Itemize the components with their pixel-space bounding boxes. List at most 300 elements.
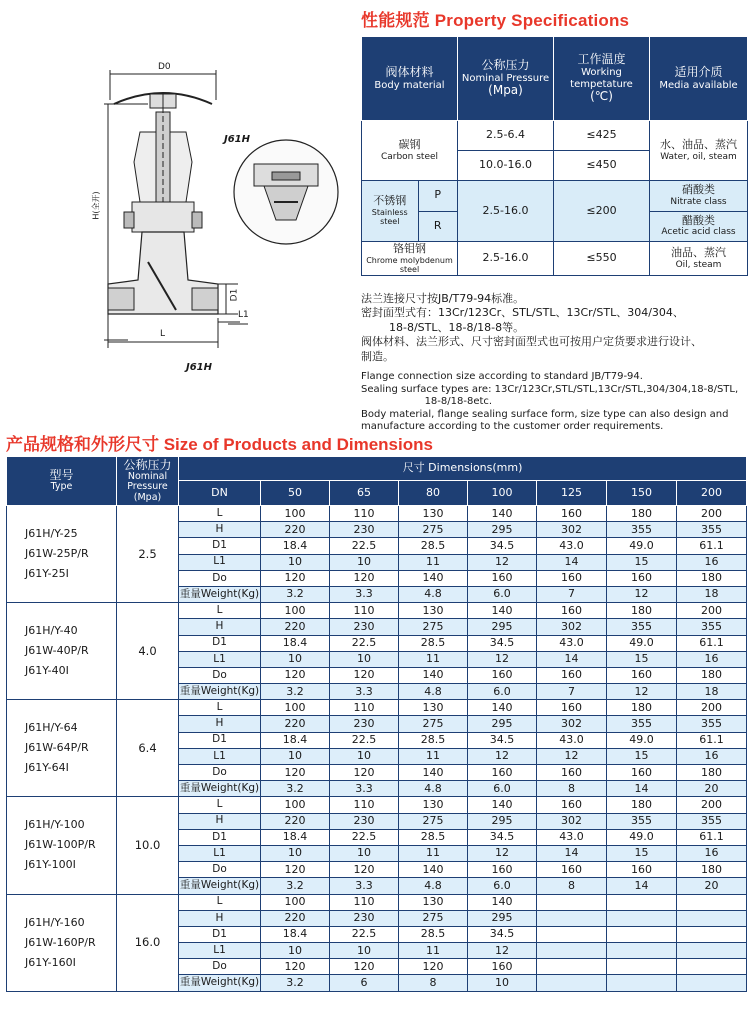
dn-value: 150 — [607, 481, 677, 506]
param-label: H — [179, 716, 261, 732]
dimension-value: 120 — [330, 959, 399, 975]
dimension-value — [677, 943, 747, 959]
dimension-value: 160 — [468, 570, 537, 586]
dimension-value: 11 — [399, 651, 468, 667]
table-row — [7, 894, 747, 910]
valve-drawing — [88, 52, 358, 392]
dimension-value: 18 — [677, 586, 747, 602]
chrome-temp: ≤550 — [554, 242, 650, 276]
note-cn-1: 法兰连接尺寸按JB/T79-94标准。 — [361, 292, 525, 305]
dimension-value: 200 — [677, 506, 747, 522]
dimension-value: 14 — [537, 845, 607, 861]
dimension-value: 160 — [468, 765, 537, 781]
type-cell — [7, 603, 117, 700]
dimension-value: 15 — [607, 845, 677, 861]
dimension-value: 12 — [468, 943, 537, 959]
type-code: J61H/Y-25 — [25, 527, 78, 541]
dimension-value: 3.3 — [330, 878, 399, 894]
dimension-value: 160 — [537, 862, 607, 878]
dimension-value: 355 — [677, 716, 747, 732]
dimension-value: 220 — [261, 716, 330, 732]
dimension-value: 220 — [261, 910, 330, 926]
dimension-value: 61.1 — [677, 635, 747, 651]
dimension-value: 140 — [468, 506, 537, 522]
dimension-title: 产品规格和外形尺寸 Size of Products and Dimensions — [6, 435, 433, 454]
dimension-value — [677, 910, 747, 926]
dimension-value: 120 — [399, 959, 468, 975]
dn-value: 125 — [537, 481, 607, 506]
dimension-value: 7 — [537, 586, 607, 602]
param-label: D1 — [179, 926, 261, 942]
dimension-value: 200 — [677, 603, 747, 619]
dimension-value: 12 — [468, 554, 537, 570]
dimension-value: 160 — [607, 765, 677, 781]
note-en-4: Body material, flange sealing surface form, size type can also design and — [361, 408, 729, 420]
param-label: Do — [179, 765, 261, 781]
table-row — [7, 506, 747, 522]
dimension-value: 28.5 — [399, 538, 468, 554]
dimension-value — [677, 959, 747, 975]
table-row — [7, 797, 747, 813]
dimension-value: 3.3 — [330, 684, 399, 700]
dimension-value: 10 — [261, 943, 330, 959]
type-code: J61W-25P/R — [25, 547, 89, 561]
dimension-value: 18.4 — [261, 732, 330, 748]
dimension-value: 4.8 — [399, 586, 468, 602]
carbon-temp-1: ≤425 — [554, 121, 650, 151]
dimension-table — [6, 456, 747, 992]
dimension-value: 20 — [677, 878, 747, 894]
dimension-value: 160 — [537, 603, 607, 619]
pressure-header: 公称压力 Nominal Pressure (Mpa) — [117, 457, 179, 506]
dimension-value: 4.8 — [399, 781, 468, 797]
dimension-value — [677, 975, 747, 991]
dimension-value: 355 — [607, 813, 677, 829]
param-label: H — [179, 619, 261, 635]
param-label: L1 — [179, 845, 261, 861]
dimension-value: 6.0 — [468, 878, 537, 894]
pressure-cell: 10.0 — [117, 797, 179, 894]
param-label: D1 — [179, 538, 261, 554]
type-cell — [7, 700, 117, 797]
pressure-cell: 6.4 — [117, 700, 179, 797]
dimension-value — [537, 894, 607, 910]
dimension-value — [537, 943, 607, 959]
dimension-value: 140 — [399, 667, 468, 683]
type-header: 型号 Type — [7, 457, 117, 506]
dimension-value: 160 — [537, 797, 607, 813]
note-cn-3: 18-8/STL、18-8/18-8等。 — [361, 320, 525, 334]
dimension-value: 120 — [261, 959, 330, 975]
dimension-value: 22.5 — [330, 538, 399, 554]
dimension-value: 8 — [399, 975, 468, 991]
stainless-pressure: 2.5-16.0 — [458, 181, 554, 242]
dimension-value: 230 — [330, 910, 399, 926]
dimension-value: 10 — [330, 748, 399, 764]
param-label: L1 — [179, 748, 261, 764]
dimension-value: 120 — [261, 667, 330, 683]
dimension-value: 295 — [468, 619, 537, 635]
stainless-media-r: 醋酸类 Acetic acid class — [650, 211, 748, 242]
dimension-value: 12 — [468, 651, 537, 667]
dimension-value: 140 — [468, 700, 537, 716]
dimension-value: 61.1 — [677, 538, 747, 554]
dn-value: 80 — [399, 481, 468, 506]
dimension-value: 220 — [261, 619, 330, 635]
dimension-value: 34.5 — [468, 926, 537, 942]
drawing-caption: J61H — [186, 362, 213, 373]
carbon-pressure-2: 10.0-16.0 — [458, 151, 554, 181]
param-label: H — [179, 910, 261, 926]
dn-value: 50 — [261, 481, 330, 506]
detail-label: J61H — [224, 134, 251, 145]
dimension-value: 3.2 — [261, 878, 330, 894]
dimension-value: 180 — [607, 797, 677, 813]
dimension-value: 355 — [607, 716, 677, 732]
dimension-value: 20 — [677, 781, 747, 797]
param-label: H — [179, 813, 261, 829]
dimension-value: 140 — [399, 570, 468, 586]
param-label: L1 — [179, 651, 261, 667]
grade-p: P — [418, 181, 457, 211]
dimension-value: 61.1 — [677, 829, 747, 845]
dimension-value: 230 — [330, 813, 399, 829]
param-label: L1 — [179, 943, 261, 959]
dimension-value: 14 — [537, 651, 607, 667]
dimension-value: 18.4 — [261, 538, 330, 554]
dimension-value: 14 — [607, 878, 677, 894]
dimension-value: 10 — [261, 845, 330, 861]
type-code: J61Y-64I — [25, 761, 69, 775]
param-label: Do — [179, 862, 261, 878]
dimension-value: 110 — [330, 506, 399, 522]
param-label: 重量Weight(Kg) — [179, 684, 261, 700]
param-label: D1 — [179, 829, 261, 845]
dimension-value: 49.0 — [607, 732, 677, 748]
dimension-value: 18 — [677, 684, 747, 700]
chrome-pressure: 2.5-16.0 — [458, 242, 554, 276]
dimension-value: 130 — [399, 700, 468, 716]
dimension-value: 100 — [261, 797, 330, 813]
dimension-value: 61.1 — [677, 732, 747, 748]
dimension-value: 3.2 — [261, 781, 330, 797]
dimension-value: 295 — [468, 910, 537, 926]
dimension-value: 34.5 — [468, 829, 537, 845]
param-label: L — [179, 700, 261, 716]
dimension-value: 110 — [330, 603, 399, 619]
dimension-value: 3.2 — [261, 586, 330, 602]
dimension-value: 28.5 — [399, 926, 468, 942]
dimension-header: 尺寸 Dimensions(mm) — [179, 457, 747, 481]
dimension-value — [607, 926, 677, 942]
table-row — [7, 603, 747, 619]
dimension-value: 130 — [399, 506, 468, 522]
dimension-value: 15 — [607, 651, 677, 667]
l1-label: L1 — [238, 310, 249, 320]
dimension-value: 10 — [468, 975, 537, 991]
h-label: H(全开) — [91, 191, 101, 220]
param-label: Do — [179, 959, 261, 975]
dimension-value: 12 — [607, 684, 677, 700]
dimension-value: 18.4 — [261, 926, 330, 942]
stainless-label: 不锈钢 Stainless steel — [362, 181, 418, 241]
dimension-value: 4.8 — [399, 878, 468, 894]
dimension-value: 10 — [330, 845, 399, 861]
dimension-value — [607, 910, 677, 926]
property-table — [361, 36, 748, 276]
type-code: J61W-40P/R — [25, 644, 89, 658]
dimension-value: 275 — [399, 813, 468, 829]
param-label: 重量Weight(Kg) — [179, 878, 261, 894]
dimension-value: 12 — [468, 845, 537, 861]
dimension-value: 130 — [399, 797, 468, 813]
dn-value: 65 — [330, 481, 399, 506]
dimension-value: 11 — [399, 845, 468, 861]
dimension-value: 180 — [607, 506, 677, 522]
do-label: D0 — [158, 62, 171, 72]
dimension-value — [607, 959, 677, 975]
dimension-value: 160 — [468, 959, 537, 975]
dimension-value: 16 — [677, 845, 747, 861]
pressure-cell: 16.0 — [117, 894, 179, 991]
pressure-cell: 2.5 — [117, 506, 179, 603]
dimension-value: 160 — [468, 667, 537, 683]
dimension-value: 3.2 — [261, 975, 330, 991]
dimension-value: 355 — [677, 522, 747, 538]
dimension-value: 34.5 — [468, 635, 537, 651]
type-code: J61H/Y-100 — [25, 818, 85, 832]
dn-value: 200 — [677, 481, 747, 506]
param-label: Do — [179, 667, 261, 683]
param-label: D1 — [179, 732, 261, 748]
l-label: L — [160, 329, 166, 339]
dimension-value: 140 — [468, 894, 537, 910]
dimension-value: 110 — [330, 894, 399, 910]
note-cn-5: 制造。 — [361, 349, 394, 363]
dimension-value: 100 — [261, 506, 330, 522]
dimension-value: 28.5 — [399, 829, 468, 845]
dimension-value: 180 — [677, 765, 747, 781]
carbon-pressure-1: 2.5-6.4 — [458, 121, 554, 151]
dimension-value: 275 — [399, 522, 468, 538]
pressure-cell: 4.0 — [117, 603, 179, 700]
param-label: L — [179, 603, 261, 619]
dimension-value: 295 — [468, 522, 537, 538]
dimension-value: 160 — [607, 862, 677, 878]
dimension-value: 14 — [537, 554, 607, 570]
dimension-value: 160 — [607, 570, 677, 586]
chrome-media: 油品、蒸汽 Oil, steam — [650, 242, 748, 276]
type-code: J61Y-160I — [25, 955, 76, 969]
dimension-value: 275 — [399, 910, 468, 926]
dimension-value: 110 — [330, 797, 399, 813]
dimension-value: 160 — [537, 570, 607, 586]
type-code: J61Y-100I — [25, 858, 76, 872]
dimension-value: 43.0 — [537, 538, 607, 554]
note-cn-2: 密封面型式有：13Cr/123Cr、STL/STL、13Cr/STL、304/304、 — [361, 306, 684, 320]
dimension-value: 49.0 — [607, 538, 677, 554]
dimension-value: 302 — [537, 522, 607, 538]
dn-label: DN — [179, 481, 261, 506]
dimension-value: 22.5 — [330, 635, 399, 651]
dimension-value: 12 — [537, 748, 607, 764]
param-label: L — [179, 797, 261, 813]
dimension-value: 140 — [399, 765, 468, 781]
type-code: J61Y-40I — [25, 664, 69, 678]
dimension-value: 10 — [261, 554, 330, 570]
header-working-temperature: 工作温度 Working tempetature (℃) — [554, 37, 650, 121]
dimension-value: 7 — [537, 684, 607, 700]
dimension-value: 120 — [330, 570, 399, 586]
type-code: J61H/Y-160 — [25, 915, 85, 929]
valve-cross-section-diagram — [88, 52, 358, 392]
dimension-value: 11 — [399, 748, 468, 764]
param-label: L — [179, 506, 261, 522]
dimension-value: 3.3 — [330, 781, 399, 797]
param-label: Do — [179, 570, 261, 586]
dimension-value: 22.5 — [330, 732, 399, 748]
dimension-value: 140 — [468, 603, 537, 619]
header-body-material: 阀体材料 Body material — [362, 37, 458, 121]
dimension-value: 3.3 — [330, 586, 399, 602]
carbon-temp-2: ≤450 — [554, 151, 650, 181]
dimension-value: 6.0 — [468, 684, 537, 700]
dimension-value: 355 — [607, 619, 677, 635]
stainless-media-p: 硝酸类 Nitrate class — [650, 181, 748, 212]
dimension-value: 295 — [468, 813, 537, 829]
dimension-value: 120 — [261, 765, 330, 781]
dimension-value — [607, 975, 677, 991]
carbon-media: 水、油品、蒸汽 Water, oil, steam — [650, 121, 748, 181]
dimension-value — [677, 894, 747, 910]
dimension-value: 15 — [607, 554, 677, 570]
dimension-value: 230 — [330, 619, 399, 635]
dimension-value: 120 — [330, 667, 399, 683]
dimension-value: 160 — [537, 700, 607, 716]
dimension-value — [607, 894, 677, 910]
stainless-temp: ≤200 — [554, 181, 650, 242]
note-en-1: Flange connection size according to standard JB/T79-94. — [361, 371, 643, 383]
dimension-value: 100 — [261, 603, 330, 619]
grade-r: R — [433, 218, 442, 232]
dimension-value: 22.5 — [330, 926, 399, 942]
dimension-value: 130 — [399, 894, 468, 910]
dimension-value: 302 — [537, 716, 607, 732]
param-label: 重量Weight(Kg) — [179, 781, 261, 797]
type-cell — [7, 797, 117, 894]
dimension-value: 49.0 — [607, 635, 677, 651]
note-cn-4: 阀体材料、法兰形式、尺寸密封面型式也可按用户定货要求进行设计、 — [361, 335, 702, 349]
dimension-value: 302 — [537, 813, 607, 829]
dimension-value: 12 — [607, 586, 677, 602]
dimension-value: 18.4 — [261, 635, 330, 651]
dimension-value: 100 — [261, 700, 330, 716]
param-label: 重量Weight(Kg) — [179, 975, 261, 991]
dimension-value: 43.0 — [537, 829, 607, 845]
dimension-value: 230 — [330, 522, 399, 538]
dimension-value: 120 — [330, 862, 399, 878]
dimension-value: 43.0 — [537, 635, 607, 651]
param-label: 重量Weight(Kg) — [179, 586, 261, 602]
dimension-value: 160 — [537, 667, 607, 683]
dimension-value: 34.5 — [468, 732, 537, 748]
type-code: J61Y-25I — [25, 567, 69, 581]
d1-label: D1 — [229, 288, 240, 302]
param-label: L — [179, 894, 261, 910]
dimension-value: 3.2 — [261, 684, 330, 700]
dimension-value: 10 — [261, 651, 330, 667]
dimension-value: 6 — [330, 975, 399, 991]
dimension-value: 16 — [677, 554, 747, 570]
note-en-2: Sealing surface types are: 13Cr/123Cr,STL/STL,13Cr/STL,304/304,18-8/STL, — [361, 383, 739, 395]
dimension-value: 12 — [468, 748, 537, 764]
table-row — [7, 700, 747, 716]
dimension-value: 355 — [677, 619, 747, 635]
header-media: 适用介质 Media available — [650, 37, 748, 121]
dimension-value: 6.0 — [468, 781, 537, 797]
dimension-value: 180 — [677, 862, 747, 878]
type-code: J61W-160P/R — [25, 935, 96, 949]
stainless-steel-cell — [362, 181, 458, 242]
type-cell — [7, 506, 117, 603]
dimension-value: 200 — [677, 797, 747, 813]
type-cell — [7, 894, 117, 991]
dimension-value: 160 — [537, 765, 607, 781]
dimension-value: 8 — [537, 781, 607, 797]
dimension-value: 4.8 — [399, 684, 468, 700]
dn-value: 100 — [468, 481, 537, 506]
dimension-value: 22.5 — [330, 829, 399, 845]
param-label: L1 — [179, 554, 261, 570]
dimension-value: 28.5 — [399, 732, 468, 748]
dimension-value: 130 — [399, 603, 468, 619]
dimension-value — [537, 910, 607, 926]
dimension-value: 34.5 — [468, 538, 537, 554]
dimension-value: 160 — [468, 862, 537, 878]
dimension-value: 180 — [607, 603, 677, 619]
property-title: 性能规范 Property Specifications — [361, 11, 630, 30]
param-label: H — [179, 522, 261, 538]
carbon-steel-cell: 碳钢 Carbon steel — [362, 121, 458, 181]
dimension-value: 275 — [399, 716, 468, 732]
dimension-value: 220 — [261, 522, 330, 538]
type-code: J61W-64P/R — [25, 741, 89, 755]
header-nominal-pressure: 公称压力 Nominal Pressure (Mpa) — [458, 37, 554, 121]
dimension-value: 10 — [330, 554, 399, 570]
dimension-value: 16 — [677, 651, 747, 667]
dimension-value — [537, 975, 607, 991]
chrome-steel-cell: 铬钼钢 Chrome molybdenum steel — [362, 242, 458, 276]
note-en-3: 18-8/18-8etc. — [361, 396, 493, 408]
dimension-value: 18.4 — [261, 829, 330, 845]
dimension-value: 11 — [399, 943, 468, 959]
type-code: J61H/Y-64 — [25, 721, 78, 735]
dimension-value: 6.0 — [468, 586, 537, 602]
dimension-value: 100 — [261, 894, 330, 910]
dimension-value: 180 — [677, 667, 747, 683]
dimension-value: 160 — [537, 506, 607, 522]
dimension-value: 16 — [677, 748, 747, 764]
dimension-value: 355 — [607, 522, 677, 538]
dimension-value: 14 — [607, 781, 677, 797]
type-code: J61H/Y-40 — [25, 624, 78, 638]
dimension-value: 15 — [607, 748, 677, 764]
dimension-value: 180 — [607, 700, 677, 716]
dimension-value: 49.0 — [607, 829, 677, 845]
note-en-5: manufacture according to the customer order requirements. — [361, 421, 664, 433]
dimension-value — [677, 926, 747, 942]
dimension-value: 275 — [399, 619, 468, 635]
